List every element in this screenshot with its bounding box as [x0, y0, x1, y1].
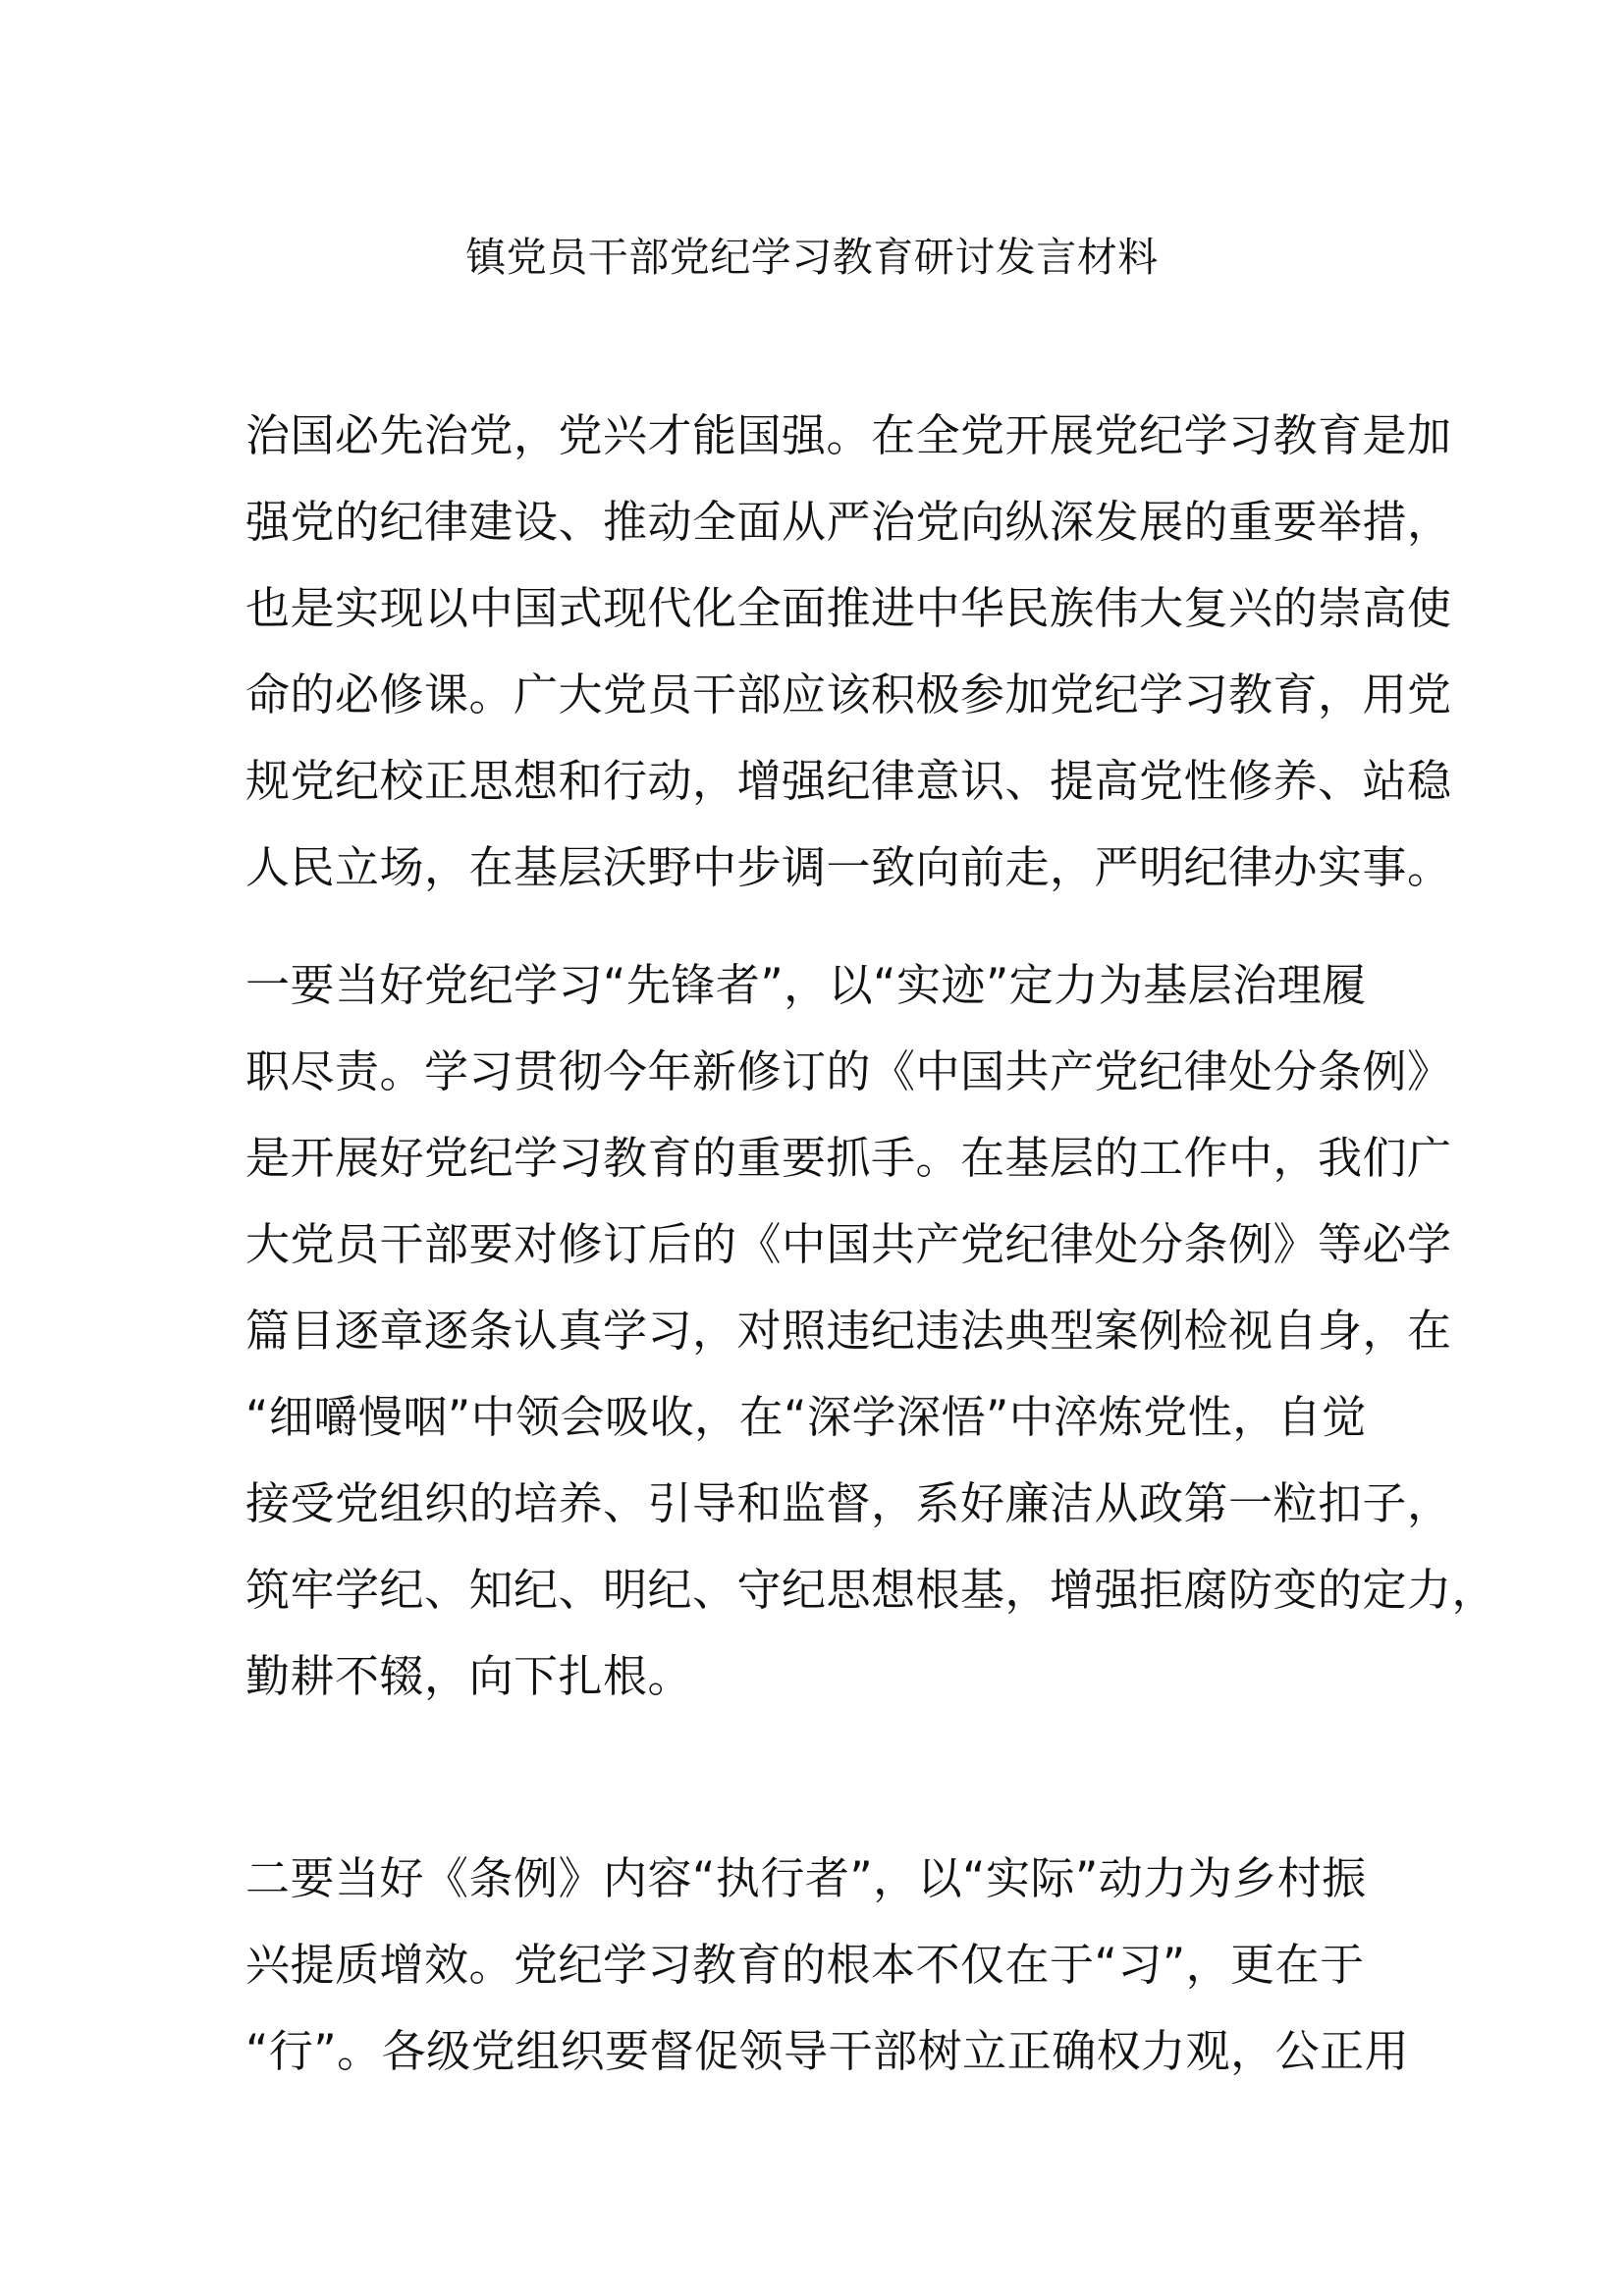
paragraph-line: 二要当好《条例》内容“执行者”，以“实际”动力为乡村振	[245, 1852, 1367, 1904]
paragraph-line: 规党纪校正思想和行动，增强纪律意识、提高党性修养、站稳	[245, 755, 1452, 807]
paragraph-line: 是开展好党纪学习教育的重要抓手。在基层的工作中，我们广	[245, 1132, 1452, 1184]
paragraph-line: 篇目逐章逐条认真学习，对照违纪违法典型案例检视自身，在	[245, 1305, 1452, 1357]
paragraph-line: 治国必先治党，党兴才能国强。在全党开展党纪学习教育是加	[245, 409, 1452, 461]
document-title: 镇党员干部党纪学习教育研讨发言材料	[465, 234, 1159, 281]
paragraph-line: 强党的纪律建设、推动全面从严治党向纵深发展的重要举措，	[245, 496, 1452, 548]
paragraph-point-two	[245, 1836, 1410, 2095]
paragraph-line: “细嚼慢咽”中领会吸收，在“深学深悟”中淬炼党性，自觉	[245, 1391, 1367, 1443]
paragraph-line: 勤耕不辍，向下扎根。	[245, 1650, 693, 1702]
paragraph-intro	[245, 393, 1452, 911]
paragraph-line: 职尽责。学习贯彻今年新修订的《中国共产党纪律处分条例》	[245, 1045, 1452, 1097]
paragraph-line: 接受党组织的培养、引导和监督，系好廉洁从政第一粒扣子，	[245, 1477, 1452, 1529]
paragraph-line: 也是实现以中国式现代化全面推进中华民族伟大复兴的崇高使	[245, 582, 1452, 634]
paragraph-point-one	[245, 942, 1497, 1720]
paragraph-line: 一要当好党纪学习“先锋者”，以“实迹”定力为基层治理履	[245, 959, 1367, 1011]
paragraph-line: 命的必修课。广大党员干部应该积极参加党纪学习教育，用党	[245, 668, 1452, 721]
paragraph-line: 大党员干部要对修订后的《中国共产党纪律处分条例》等必学	[245, 1218, 1452, 1270]
paragraph-line: 人民立场，在基层沃野中步调一致向前走，严明纪律办实事。	[245, 841, 1452, 893]
paragraph-line: “行”。各级党组织要督促领导干部树立正确权力观，公正用	[245, 2025, 1410, 2077]
paragraph-line: 筑牢学纪、知纪、明纪、守纪思想根基，增强拒腐防变的定力，	[245, 1564, 1497, 1616]
paragraph-line: 兴提质增效。党纪学习教育的根本不仅在于“习”，更在于	[245, 1939, 1365, 1991]
